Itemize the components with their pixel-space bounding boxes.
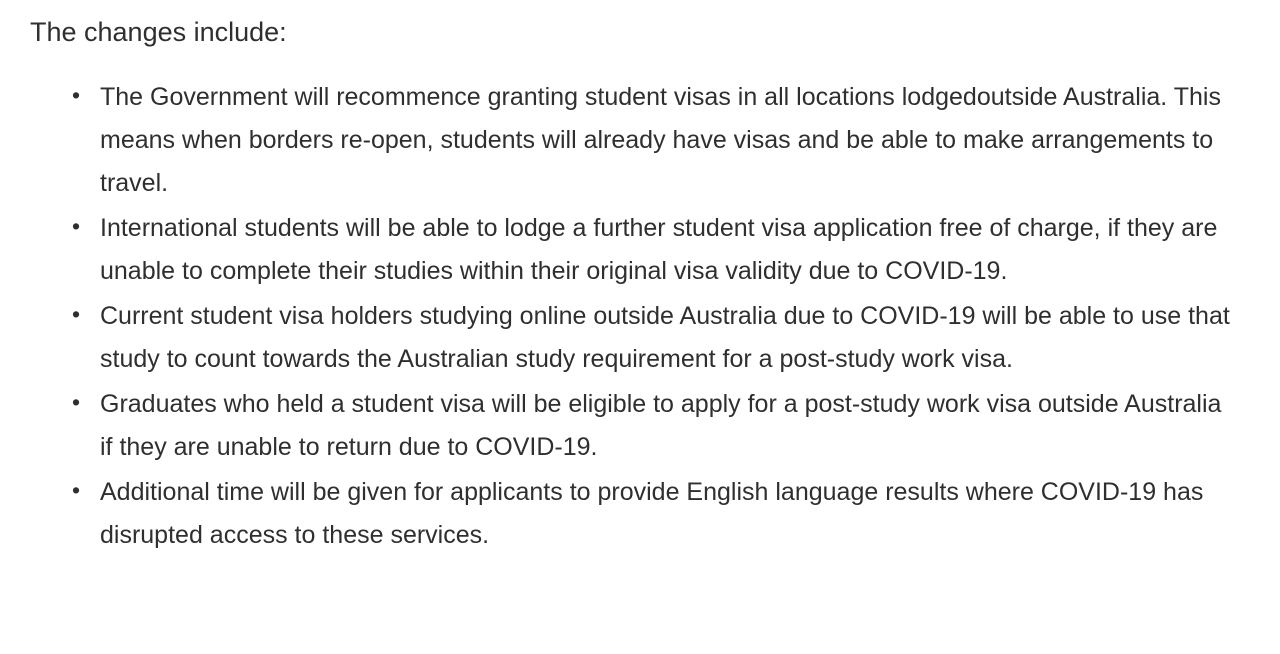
list-item: • Additional time will be given for applicants to provide English language results where COVID-19 has disrupted access to these services. xyxy=(100,471,1230,557)
list-item: • Graduates who held a student visa will be eligible to apply for a post-study work visa outside Australia if they are unable to return due to COVID-19. xyxy=(100,383,1230,469)
list-item: • The Government will recommence granting student visas in all locations lodgedoutside Australia. This means when borders re-open, students will already have visas and be able to make arrangements to travel. xyxy=(100,76,1230,205)
list-item: • International students will be able to lodge a further student visa application free of charge, if they are unable to complete their studies within their original visa validity due to COVID-19. xyxy=(100,207,1230,293)
intro-paragraph: The changes include: xyxy=(30,17,287,47)
changes-list xyxy=(30,76,1250,557)
list-item: • Current student visa holders studying online outside Australia due to COVID-19 will be able to use that study to count towards the Australian study requirement for a post-study work visa. xyxy=(100,295,1230,381)
